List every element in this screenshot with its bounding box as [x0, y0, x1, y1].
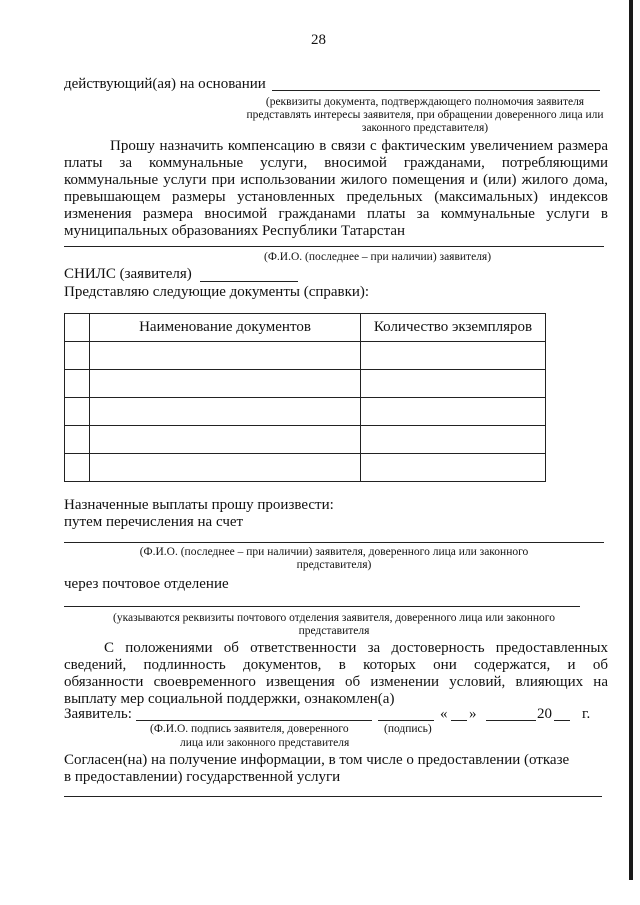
- responsibility-line-1: С положениями об ответственности за достоверность предоставленных: [104, 640, 608, 656]
- responsibility-line-2: сведений, подлинность документов, в которых они содержатся, и об: [64, 657, 608, 673]
- year-suffix: г.: [582, 706, 591, 722]
- post-office-input-line[interactable]: [64, 606, 580, 607]
- snils-input-line[interactable]: [200, 281, 298, 282]
- table-row: [65, 454, 546, 482]
- applicant-fio-note: (Ф.И.О. (последнее – при наличии) заявителя): [264, 251, 492, 263]
- basis-note-2: представлять интересы заявителя, при обращении доверенного лица или: [246, 109, 604, 121]
- signature-sign-note: (подпись): [384, 723, 432, 735]
- row-count-cell[interactable]: [361, 398, 546, 426]
- request-line-2: платы за коммунальные услуги, вносимой гражданами, потребляющими: [64, 155, 608, 171]
- request-line-3: коммунальные услуги при использовании жилого помещения и (или) жилого дома,: [64, 172, 608, 188]
- signature-fio-note-2: лица или законного представителя: [180, 737, 350, 749]
- table-row: [65, 398, 546, 426]
- responsibility-line-4: выплату мер социальной поддержки, ознакомлен(а): [64, 691, 395, 707]
- row-index-cell[interactable]: [65, 454, 90, 482]
- account-note-2: представителя): [296, 559, 372, 571]
- page-number: 28: [311, 32, 326, 48]
- row-count-cell[interactable]: [361, 342, 546, 370]
- applicant-signature-label: Заявитель:: [64, 706, 132, 722]
- row-name-cell[interactable]: [90, 426, 361, 454]
- row-count-cell[interactable]: [361, 370, 546, 398]
- post-label: через почтовое отделение: [64, 576, 229, 592]
- consent-input-line[interactable]: [64, 796, 602, 797]
- documents-intro: Представляю следующие документы (справки):: [64, 284, 370, 300]
- row-count-cell[interactable]: [361, 426, 546, 454]
- consent-line-2: в предоставлении) государственной услуги: [64, 769, 341, 785]
- applicant-fio-signature-line[interactable]: [136, 720, 372, 721]
- post-note-1: (указываются реквизиты почтового отделения заявителя, доверенного лица или законного: [113, 612, 555, 624]
- scan-edge: [629, 0, 633, 880]
- request-line-4: превышающем размеры установленных предельных (максимальных) индексов: [64, 189, 608, 205]
- date-open-quote: «: [440, 706, 448, 722]
- table-row: [65, 370, 546, 398]
- table-header-row: [65, 314, 546, 342]
- basis-note-3: законного представителя): [361, 122, 489, 134]
- header-copies-count: Количество экземпляров: [361, 314, 546, 342]
- applicant-fio-line[interactable]: [64, 246, 604, 247]
- request-line-5: изменения размера вносимой гражданами платы за коммунальные услуги в: [64, 206, 608, 222]
- year-prefix: 20: [537, 706, 552, 722]
- row-name-cell[interactable]: [90, 454, 361, 482]
- date-close-quote: »: [469, 706, 477, 722]
- basis-label: действующий(ая) на основании: [64, 76, 266, 92]
- row-index-cell[interactable]: [65, 342, 90, 370]
- row-name-cell[interactable]: [90, 342, 361, 370]
- basis-input-line[interactable]: [272, 90, 600, 91]
- signature-fio-note-1: (Ф.И.О. подпись заявителя, доверенного: [150, 723, 349, 735]
- row-name-cell[interactable]: [90, 370, 361, 398]
- post-note-2: представителя: [298, 625, 370, 637]
- documents-table: [64, 313, 546, 482]
- account-input-line[interactable]: [64, 542, 604, 543]
- row-index-cell[interactable]: [65, 370, 90, 398]
- table-row: [65, 342, 546, 370]
- row-count-cell[interactable]: [361, 454, 546, 482]
- header-index: [65, 314, 90, 342]
- row-name-cell[interactable]: [90, 398, 361, 426]
- table-row: [65, 426, 546, 454]
- date-month-line[interactable]: [486, 720, 536, 721]
- consent-line-1: Согласен(на) на получение информации, в том числе о предоставлении (отказе: [64, 752, 570, 768]
- snils-label: СНИЛС (заявителя): [64, 266, 192, 282]
- basis-note-1: (реквизиты документа, подтверждающего полномочия заявителя: [265, 96, 585, 108]
- request-line-6: муниципальных образованиях Республики Татарстан: [64, 223, 406, 239]
- account-label: путем перечисления на счет: [64, 514, 244, 530]
- header-document-name: Наименование документов: [90, 314, 361, 342]
- row-index-cell[interactable]: [65, 426, 90, 454]
- account-note-1: (Ф.И.О. (последнее – при наличии) заявителя, доверенного лица или законного: [139, 546, 529, 558]
- responsibility-line-3: обязанности своевременного извещения об изменении условий, влияющих на: [64, 674, 608, 690]
- date-day-line[interactable]: [451, 720, 467, 721]
- payments-intro: Назначенные выплаты прошу произвести:: [64, 497, 334, 513]
- row-index-cell[interactable]: [65, 398, 90, 426]
- year-suffix-line[interactable]: [554, 720, 570, 721]
- request-line-1: Прошу назначить компенсацию в связи с фактическим увеличением размера: [110, 138, 608, 154]
- signature-line[interactable]: [378, 720, 434, 721]
